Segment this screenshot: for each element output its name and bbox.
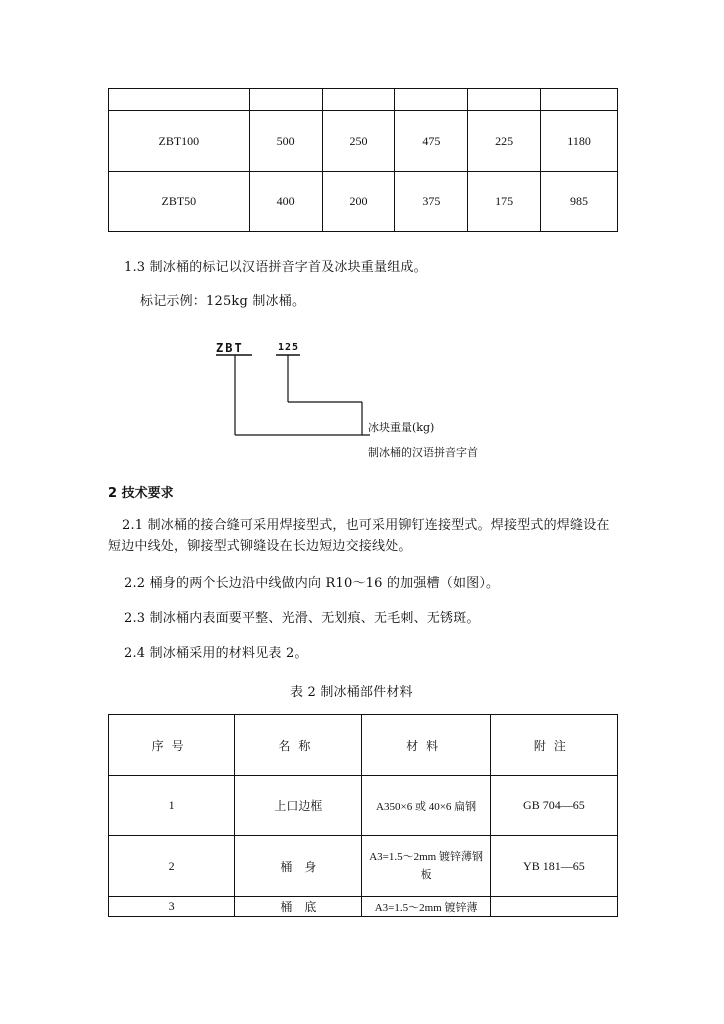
table-cell: 1180 [541,111,618,172]
table-cell [490,897,617,917]
marking-diagram-lines [200,350,380,440]
table-cell: A3=1.5～2mm 镀锌薄钢板 [362,836,490,897]
table2-caption: 表 2 制冰桶部件材料 [290,685,413,700]
table-cell: ZBT50 [109,172,250,232]
table-cell: 2 [109,836,235,897]
diagram-code: ZBT [216,341,244,355]
table-cell [541,89,618,111]
table-cell: 175 [468,172,541,232]
table-cell: 375 [395,172,468,232]
table-row [109,776,618,836]
section-heading: 2 技术要求 [108,486,174,501]
table-header-cell: 序号 [109,715,235,776]
table-cell: 225 [468,111,541,172]
clause-2-2: 2.2 桶身的两个长边沿中线做内向 R10～16 的加强槽（如图）。 [124,576,500,591]
table-cell [109,89,250,111]
table-cell: YB 181—65 [490,836,617,897]
label-pinyin-initials: 制冰桶的汉语拼音字首 [368,446,478,459]
table-cell: 985 [541,172,618,232]
table-header-cell: 材料 [362,715,490,776]
table-cell: 3 [109,897,235,917]
table-cell: 桶 底 [235,897,362,917]
table-header-row [109,89,618,111]
table-cell [468,89,541,111]
clause-2-1: 2.1 制冰桶的接合缝可采用焊接型式，也可采用铆钉连接型式。焊接型式的焊缝设在短边中线处，铆接型式铆缝设在长边短边交接线处。 [108,518,610,554]
label-ice-weight: 冰块重量(kg) [368,421,435,434]
diagram-weight: 125 [278,342,300,353]
table-header-cell: 附注 [490,715,617,776]
table-cell: GB 704—65 [490,776,617,836]
marking-example: 标记示例：125kg 制冰桶。 [140,294,306,309]
table-cell: A3=1.5～2mm 镀锌薄 [362,897,490,917]
table-cell: 475 [395,111,468,172]
clause-1-3: 1.3 制冰桶的标记以汉语拼音字首及冰块重量组成。 [124,260,427,275]
materials-table [108,714,618,917]
table-cell: 500 [249,111,322,172]
table-header-row [109,715,618,776]
table-cell: 250 [322,111,395,172]
table-cell [395,89,468,111]
table-row [109,111,618,172]
table-cell: ZBT100 [109,111,250,172]
table-cell: 400 [249,172,322,232]
table-cell: 桶 身 [235,836,362,897]
table-cell: A350×6 或 40×6 扁钢 [362,776,490,836]
table-cell: 200 [322,172,395,232]
table-cell: 1 [109,776,235,836]
clause-2-4: 2.4 制冰桶采用的材料见表 2。 [124,646,308,661]
clause-2-3: 2.3 制冰桶内表面要平整、光滑、无划痕、无毛刺、无锈斑。 [124,611,480,626]
table-row [109,836,618,897]
table-cell: 上口边框 [235,776,362,836]
table-row [109,172,618,232]
table-cell [249,89,322,111]
table-header-cell: 名称 [235,715,362,776]
table-row [109,897,618,917]
table-cell [322,89,395,111]
size-table [108,88,618,232]
